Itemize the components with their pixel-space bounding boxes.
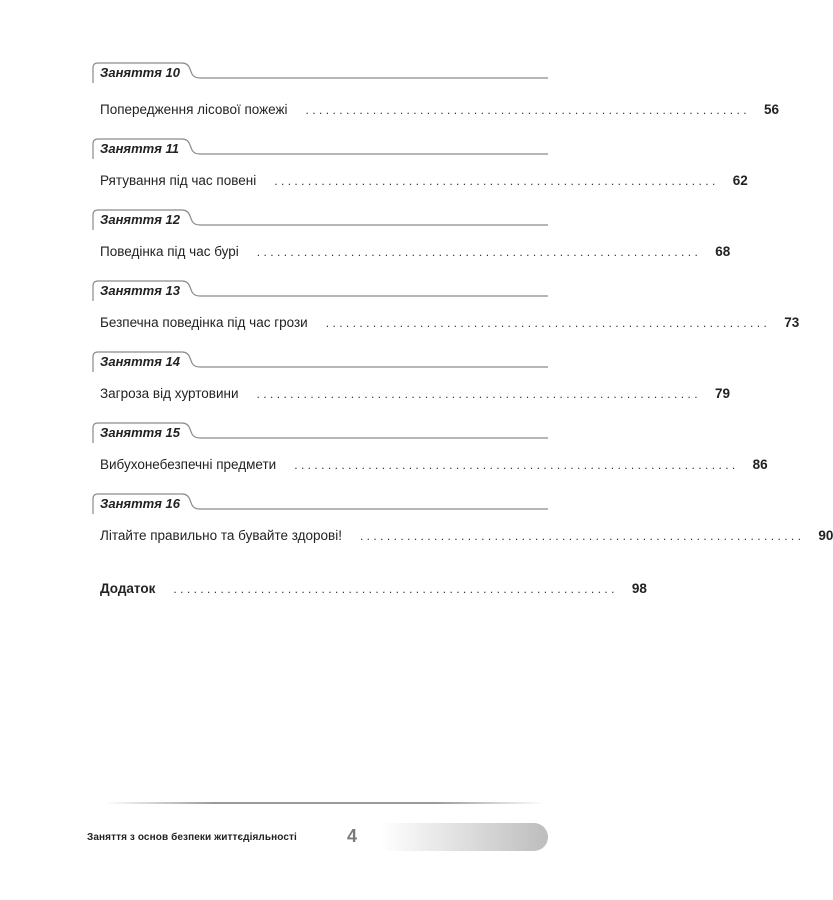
toc-entry[interactable] xyxy=(100,528,833,548)
toc-entry[interactable] xyxy=(100,315,800,335)
toc-entry[interactable] xyxy=(100,244,731,264)
lesson-label: Заняття 16 xyxy=(100,496,180,511)
entry-page: 98 xyxy=(631,581,647,596)
entry-page: 68 xyxy=(715,244,731,259)
dot-leader: .................................................................. xyxy=(256,387,701,401)
dot-leader: .................................................................. xyxy=(325,316,771,330)
entry-page: 73 xyxy=(784,315,800,330)
entry-title: Рятування під час повені xyxy=(100,173,257,188)
dot-leader: .................................................................. xyxy=(305,103,750,117)
dot-leader: .................................................................. xyxy=(173,582,618,596)
entry-title: Безпечна поведінка під час грози xyxy=(100,315,308,330)
lesson-header xyxy=(92,62,552,84)
page-number: 4 xyxy=(347,826,358,846)
entry-title: Вибухонебезпечні предмети xyxy=(100,457,277,472)
dot-leader: .................................................................. xyxy=(256,245,702,259)
toc-entry-appendix[interactable] xyxy=(100,581,647,601)
toc-entry[interactable] xyxy=(100,173,748,193)
dot-leader: .................................................................. xyxy=(359,529,805,543)
lesson-header xyxy=(92,209,552,231)
lesson-label: Заняття 15 xyxy=(100,425,180,440)
footer-gradient-bar xyxy=(380,823,548,851)
footer-divider xyxy=(105,802,545,804)
dot-leader: .................................................................. xyxy=(294,458,739,472)
entry-page: 62 xyxy=(732,173,748,188)
lesson-label: Заняття 11 xyxy=(100,141,179,156)
lesson-header xyxy=(92,138,552,160)
lesson-header xyxy=(92,493,552,515)
lesson-label: Заняття 14 xyxy=(100,354,180,369)
entry-title: Попередження лісової пожежі xyxy=(100,102,288,117)
entry-title: Загроза від хуртовини xyxy=(100,386,239,401)
lesson-label: Заняття 10 xyxy=(100,65,180,80)
footer-title: Заняття з основ безпеки життєдіяльності xyxy=(87,832,297,843)
entry-page: 90 xyxy=(818,528,833,543)
lesson-header xyxy=(92,280,552,302)
entry-title: Додаток xyxy=(100,581,156,596)
entry-title: Поведінка під час бурі xyxy=(100,244,239,259)
toc-entry[interactable] xyxy=(100,102,780,122)
entry-page: 86 xyxy=(752,457,768,472)
toc-entry[interactable] xyxy=(100,386,730,406)
entry-page: 56 xyxy=(764,102,780,117)
lesson-label: Заняття 13 xyxy=(100,283,180,298)
entry-page: 79 xyxy=(714,386,730,401)
dot-leader: .................................................................. xyxy=(274,174,719,188)
lesson-header xyxy=(92,422,552,444)
toc-entry[interactable] xyxy=(100,457,768,477)
entry-title: Літайте правильно та бувайте здорові! xyxy=(100,528,342,543)
lesson-label: Заняття 12 xyxy=(100,212,180,227)
lesson-header xyxy=(92,351,552,373)
